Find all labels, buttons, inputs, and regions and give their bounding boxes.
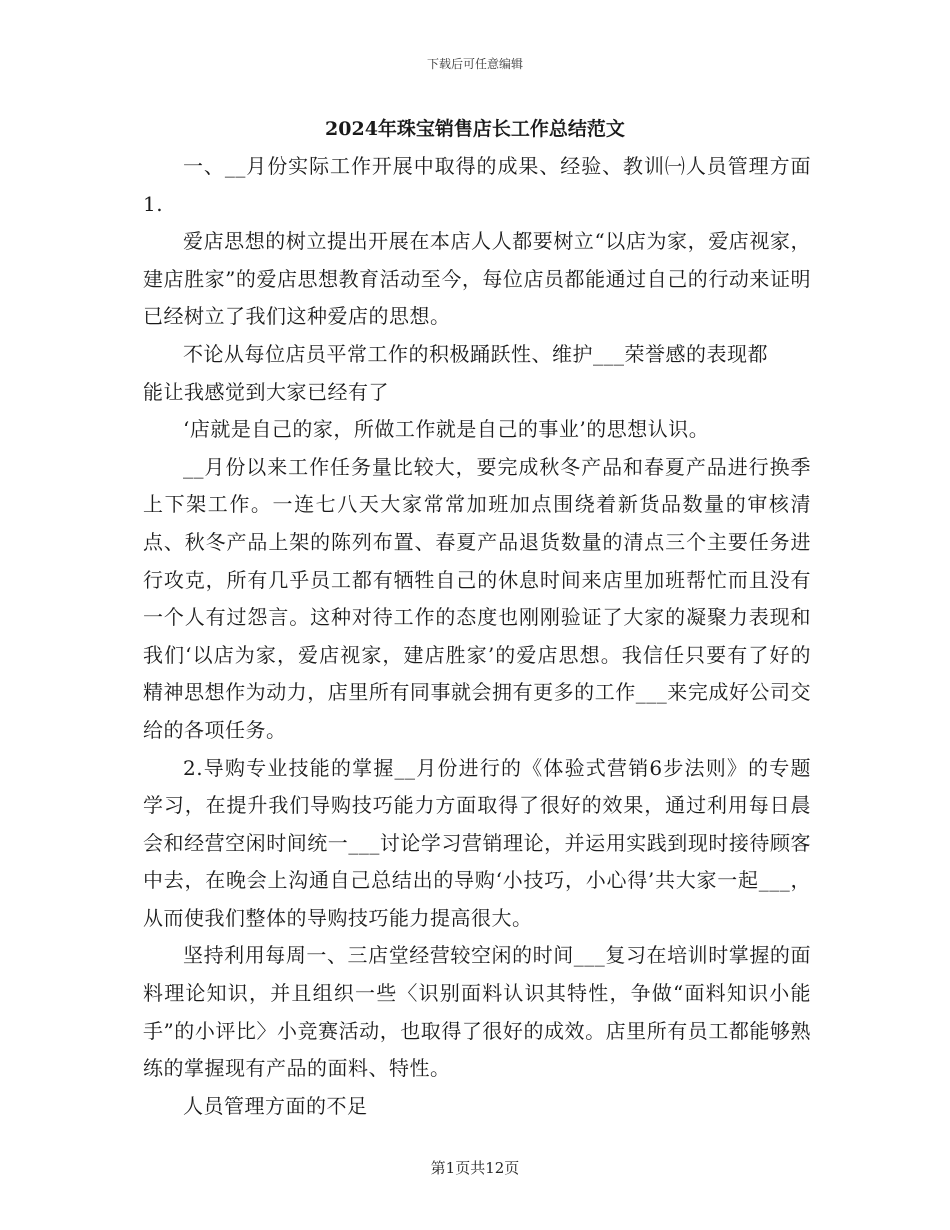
paragraph: 一、__月份实际工作开展中取得的成果、经验、教训㈠人员管理方面1. — [143, 154, 811, 216]
paragraph: 不论从每位店员平常工作的积极踊跃性、维护___荣誉感的表现都 — [183, 341, 768, 366]
page-number-footer: 第1页共12页 — [430, 1159, 520, 1177]
paragraph: 2.导购专业技能的掌握__月份进行的《体验式营销6步法则》的专题学习，在提升我们导购技巧能力方面取得了很好的效果，通过利用每日晨会和经营空闲时间统一___讨论学习营销理论，并运用实践到现时接待顾客中去，在晚会上沟通自己总结出的导购‘小技巧，小心得’共大家一起___，从而使我们整体的导购技巧能力提高很大。 — [143, 755, 811, 930]
header-note: 下载后可任意编辑 — [426, 57, 523, 71]
paragraph: __月份以来工作任务量比较大，要完成秋冬产品和春夏产品进行换季上下架工作。一连七八天大家常常加班加点围绕着新货品数量的审核清点、秋冬产品上架的陈列布置、春夏产品退货数量的清点三个主要任务进行攻克，所有几乎员工都有牺牲自己的休息时间来店里加班帮忙而且没有一个人有过怨言。这种对待工作的态度也刚刚验证了大家的凝聚力表现和我们‘以店为家，爱店视家，建店胜家’的爱店思想。我信任只要有了好的精神思想作为动力，店里所有同事就会拥有更多的工作___来完成好公司交给的各项任务。 — [143, 454, 811, 742]
document-body — [143, 148, 811, 1125]
paragraph: 人员管理方面的不足 — [183, 1093, 368, 1118]
paragraph: 坚持利用每周一、三店堂经营较空闲的时间___复习在培训时掌握的面料理论知识，并且组织一些〈识别面料认识其特性，争做“面料知识小能手”的小评比〉小竞赛活动，也取得了很好的成效。店里所有员工都能够熟练的掌握现有产品的面料、特性。 — [143, 943, 811, 1081]
document-title: 2024年珠宝销售店长工作总结范文 — [325, 118, 625, 140]
paragraph: 能让我感觉到大家已经有了 — [143, 379, 389, 404]
paragraph: ‘店就是自己的家，所做工作就是自己的事业’的思想认识。 — [183, 417, 710, 442]
paragraph: 爱店思想的树立提出开展在本店人人都要树立“以店为家，爱店视家，建店胜家”的爱店思想教育活动至今，每位店员都能通过自己的行动来证明已经树立了我们这种爱店的思想。 — [143, 229, 811, 329]
